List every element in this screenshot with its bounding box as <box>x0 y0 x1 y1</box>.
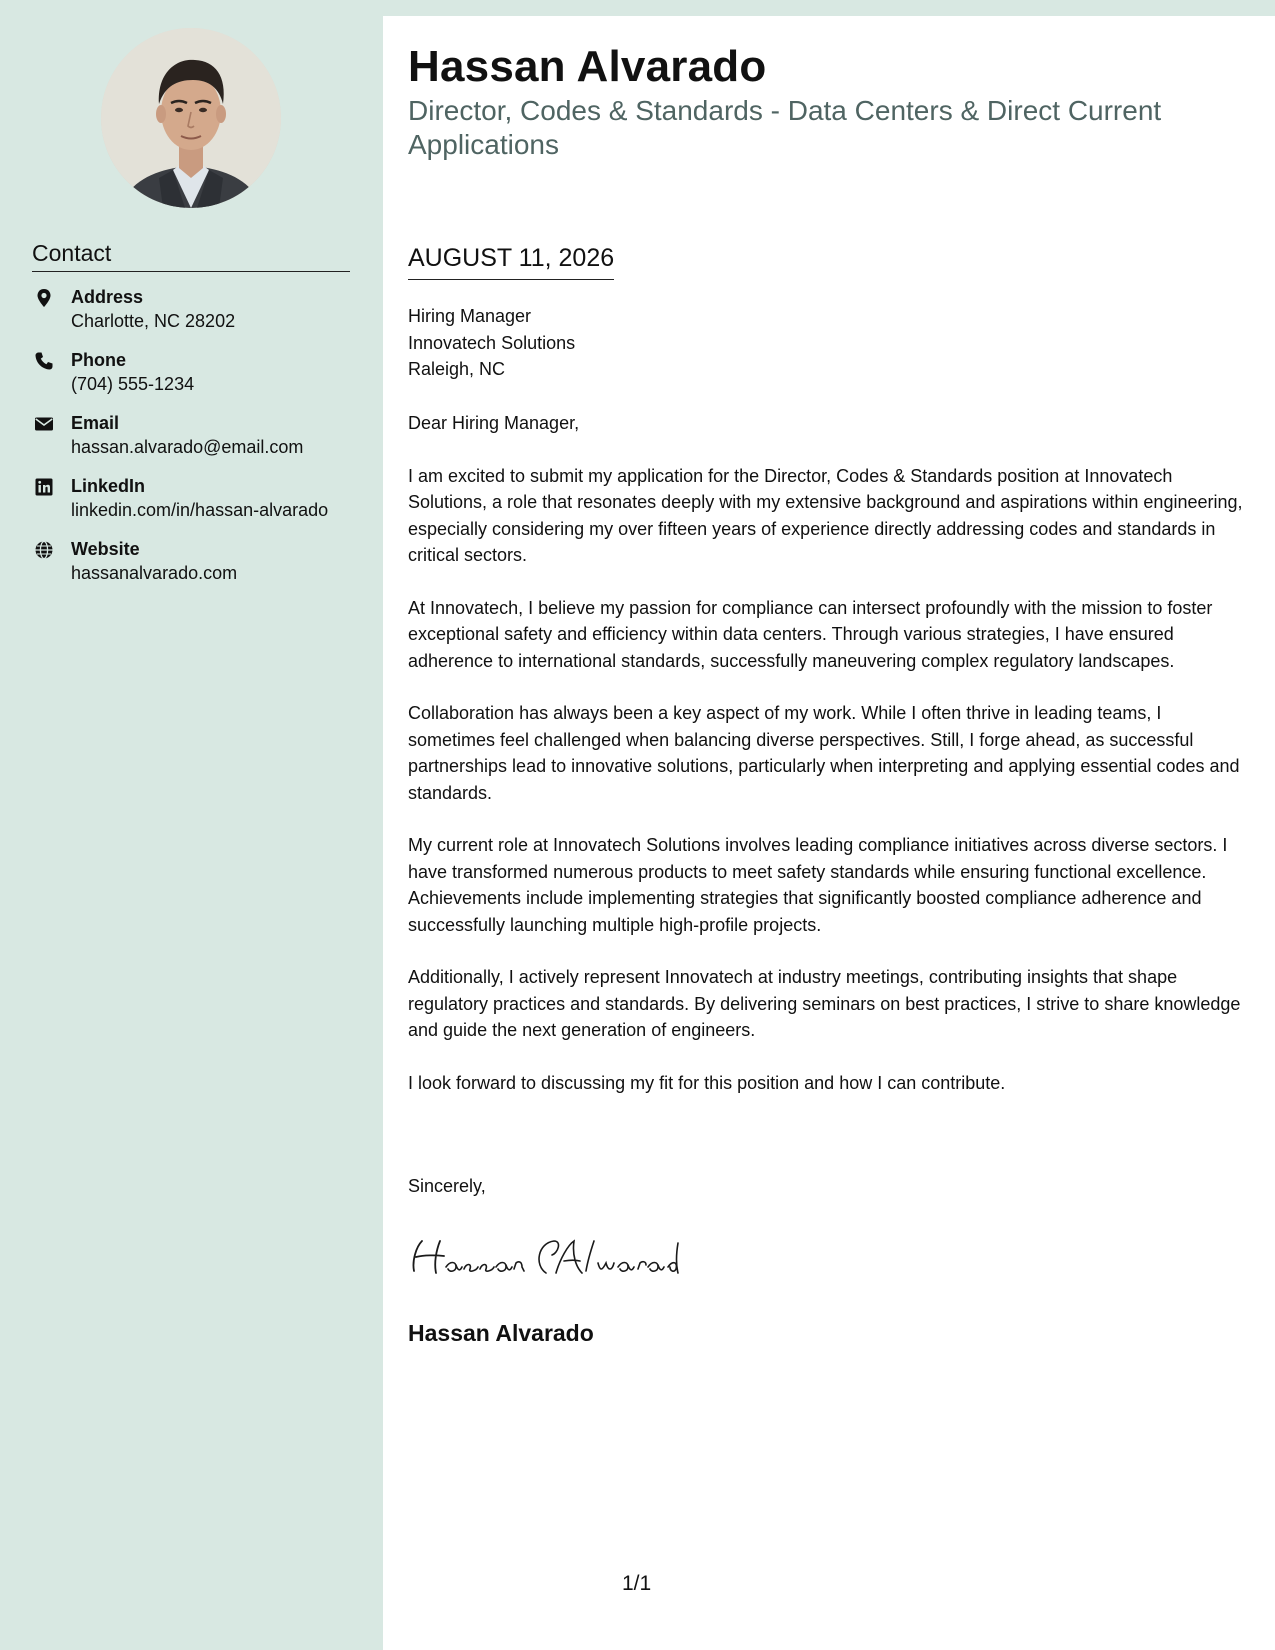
contact-label: LinkedIn <box>71 476 146 496</box>
recipient-line: Hiring Manager <box>408 306 532 326</box>
job-title: Director, Codes & Standards - Data Centers & Direct Current Applications <box>408 95 1162 160</box>
contact-value: Charlotte, NC 28202 <box>71 311 236 331</box>
page-number: 1/1 <box>622 1572 652 1595</box>
contact-value[interactable]: hassanalvarado.com <box>71 563 238 583</box>
signer-name: Hassan Alvarado <box>408 1320 594 1346</box>
salutation: Dear Hiring Manager, <box>408 413 580 433</box>
letter-paragraph: My current role at Innovatech Solutions involves leading compliance initiatives across diverse sectors. I have transformed numerous products to meet safety standards while ensuring functional excellence. Achievements include implementing strategies that significantly boosted compliance adherence and successfully launching multiple high-profile projects. <box>408 835 1228 935</box>
contact-value[interactable]: linkedin.com/in/hassan-alvarado <box>71 500 329 520</box>
contact-label: Website <box>71 539 140 559</box>
phone-icon <box>34 351 54 371</box>
applicant-name: Hassan Alvarado <box>408 42 767 91</box>
letter-paragraph: At Innovatech, I believe my passion for compliance can intersect profoundly with the mission to foster exceptional safety and efficiency within data centers. Through various strategies, I have ensured adherence to international standards, successfully maneuvering complex regulatory landscapes. <box>408 597 1213 671</box>
letter-date: AUGUST 11, 2026 <box>408 244 614 280</box>
contact-value[interactable]: hassan.alvarado@email.com <box>71 437 304 457</box>
contact-value: (704) 555-1234 <box>71 374 195 394</box>
globe-icon <box>34 540 54 560</box>
contact-heading: Contact <box>32 240 350 272</box>
contact-list <box>32 285 362 600</box>
handwritten-signature <box>406 1233 686 1283</box>
letter-body <box>408 410 1248 1122</box>
contact-label: Phone <box>71 350 127 370</box>
contact-email <box>32 411 362 474</box>
letter-paragraph: Additionally, I actively represent Innovatech at industry meetings, contributing insights that shape regulatory practices and standards. By delivering seminars on best practices, I strive to share knowledge and guide the next generation of engineers. <box>408 967 1241 1040</box>
location-pin-icon <box>34 288 54 308</box>
avatar <box>101 28 281 208</box>
recipient-line: Raleigh, NC <box>408 359 506 379</box>
contact-linkedin <box>32 474 362 537</box>
contact-address <box>32 285 362 348</box>
recipient-block <box>408 303 575 383</box>
letter-paragraph: I am excited to submit my application for the Director, Codes & Standards position at Innovatech Solutions, a role that resonates deeply with my extensive background and aspirations within engineering, especially considering my over fifteen years of experience directly addressing codes and standards in critical sectors. <box>408 465 1243 565</box>
letter-paragraph: I look forward to discussing my fit for this position and how I can contribute. <box>408 1072 1006 1093</box>
contact-website <box>32 537 362 600</box>
letter-paragraph: Collaboration has always been a key aspect of my work. While I often thrive in leading teams, I sometimes feel challenged when balancing diverse perspectives. Still, I forge ahead, as successful partnerships lead to innovative solutions, particularly when interpreting and applying essential codes and standards. <box>408 703 1240 803</box>
contact-label: Address <box>71 287 144 307</box>
envelope-icon <box>34 414 54 434</box>
avatar-portrait <box>101 28 281 208</box>
recipient-line: Innovatech Solutions <box>408 332 576 353</box>
linkedin-icon <box>34 477 54 497</box>
contact-phone <box>32 348 362 411</box>
closing: Sincerely, <box>408 1176 486 1196</box>
contact-label: Email <box>71 413 120 433</box>
